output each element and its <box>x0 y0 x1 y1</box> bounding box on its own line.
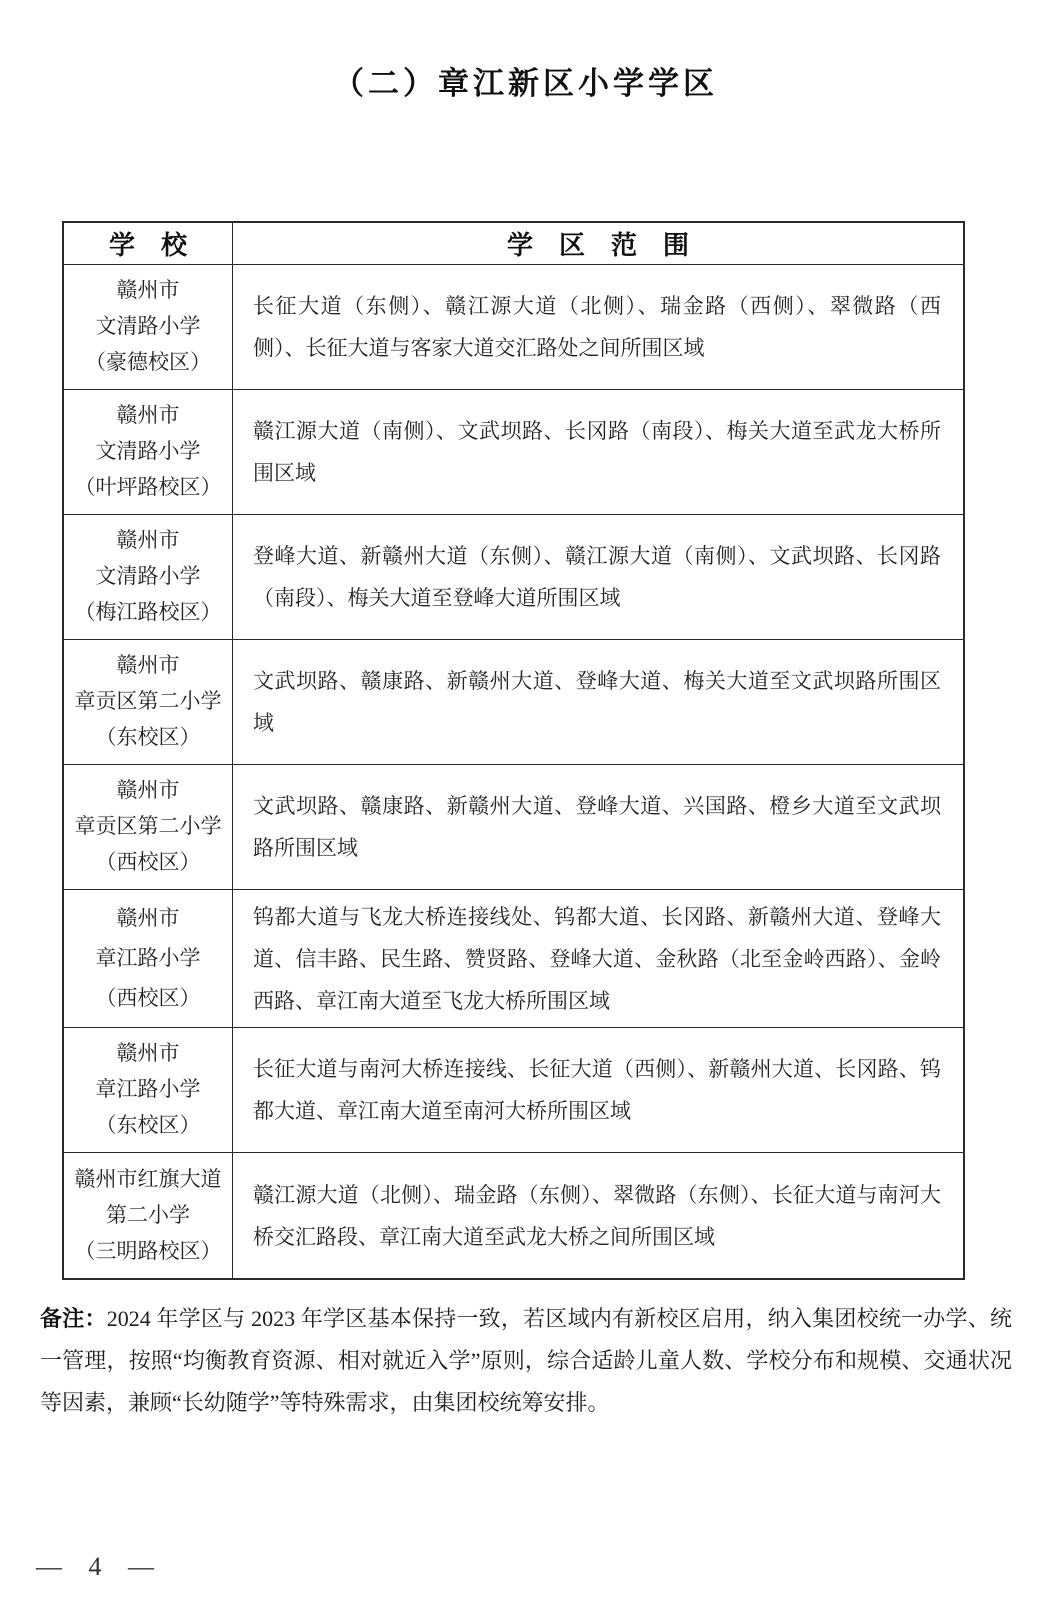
school-name-line: 赣州市 <box>116 778 180 803</box>
school-cell <box>64 1028 233 1152</box>
page-title: （二）章江新区小学学区 <box>333 66 718 101</box>
table-row <box>64 1153 963 1278</box>
school-campus-line: （三明路校区） <box>74 1239 222 1264</box>
school-name-line: 章江路小学 <box>95 1077 201 1102</box>
school-cell <box>64 640 233 764</box>
remark-paragraph <box>40 1298 1012 1424</box>
school-name-line: 章江路小学 <box>95 945 201 970</box>
school-name-line: 第二小学 <box>106 1202 190 1227</box>
district-range-text: 赣江源大道（南侧）、文武坝路、长冈路（南段）、梅关大道至武龙大桥所围区域 <box>253 419 941 485</box>
school-name-line: 章贡区第二小学 <box>74 689 222 714</box>
district-range-cell <box>233 1153 963 1278</box>
table-row <box>64 515 963 640</box>
school-campus-line: （西校区） <box>95 850 201 875</box>
district-range-cell <box>233 765 963 889</box>
school-name-line: 赣州市 <box>116 905 180 930</box>
remark-label: 备注： <box>40 1306 107 1331</box>
district-range-cell <box>233 640 963 764</box>
school-campus-line: （梅江路校区） <box>74 600 222 625</box>
district-range-text: 文武坝路、赣康路、新赣州大道、登峰大道、梅关大道至文武坝路所围区域 <box>253 669 941 735</box>
school-name-line: 赣州市 <box>116 528 180 553</box>
page-number: — 4 — <box>36 1552 164 1581</box>
table-header-row <box>64 223 963 265</box>
school-campus-line: （豪德校区） <box>85 350 211 375</box>
header-district-range: 学 区 范 围 <box>506 231 689 260</box>
table-row <box>64 265 963 390</box>
school-campus-line: （叶坪路校区） <box>74 475 222 500</box>
school-campus-line: （东校区） <box>95 725 201 750</box>
school-cell <box>64 515 233 639</box>
school-cell <box>64 265 233 389</box>
district-range-cell <box>233 515 963 639</box>
school-cell <box>64 890 233 1027</box>
table-row <box>64 1028 963 1153</box>
table-row <box>64 390 963 515</box>
table-row <box>64 765 963 890</box>
school-name-line: 文清路小学 <box>95 314 201 339</box>
school-name-line: 文清路小学 <box>95 564 201 589</box>
district-range-cell <box>233 390 963 514</box>
district-range-text: 长征大道（东侧）、赣江源大道（北侧）、瑞金路（西侧）、翠微路（西侧）、长征大道与客家大道交汇路处之间所围区域 <box>253 294 941 360</box>
school-name-line: 赣州市 <box>116 403 180 428</box>
district-range-text: 长征大道与南河大桥连接线、长征大道（西侧）、新赣州大道、长冈路、钨都大道、章江南大道至南河大桥所围区域 <box>253 1057 941 1123</box>
school-name-line: 章贡区第二小学 <box>74 814 222 839</box>
district-range-text: 登峰大道、新赣州大道（东侧）、赣江源大道（南侧）、文武坝路、长冈路（南段）、梅关大道至登峰大道所围区域 <box>253 544 941 610</box>
district-range-text: 文武坝路、赣康路、新赣州大道、登峰大道、兴国路、橙乡大道至文武坝路所围区域 <box>253 794 941 860</box>
document-page <box>0 58 1051 1620</box>
school-district-table <box>62 221 965 1280</box>
school-campus-line: （东校区） <box>95 1113 201 1138</box>
remark-text: 2024 年学区与 2023 年学区基本保持一致，若区域内有新校区启用，纳入集团校统一办学、统一管理，按照“均衡教育资源、相对就近入学”原则，综合适龄儿童人数、学校分布和规模、交通状况等因素，兼顾“长幼随学”等特殊需求，由集团校统筹安排。 <box>40 1306 1012 1415</box>
school-cell <box>64 390 233 514</box>
school-name-line: 赣州市红旗大道 <box>74 1166 222 1191</box>
school-name-line: 赣州市 <box>116 278 180 303</box>
school-name-line: 赣州市 <box>116 1041 180 1066</box>
school-cell <box>64 1153 233 1278</box>
district-range-cell <box>233 265 963 389</box>
header-school: 学 校 <box>64 223 233 264</box>
school-campus-line: （西校区） <box>95 986 201 1011</box>
school-name-line: 赣州市 <box>116 653 180 678</box>
table-row <box>64 640 963 765</box>
district-range-text: 赣江源大道（北侧）、瑞金路（东侧）、翠微路（东侧）、长征大道与南河大桥交汇路段、章江南大道至武龙大桥之间所围区域 <box>253 1182 941 1249</box>
table-row <box>64 890 963 1028</box>
school-name-line: 文清路小学 <box>95 439 201 464</box>
district-range-cell <box>233 1028 963 1152</box>
district-range-cell <box>233 890 963 1027</box>
school-cell <box>64 765 233 889</box>
district-range-text: 钨都大道与飞龙大桥连接线处、钨都大道、长冈路、新赣州大道、登峰大道、信丰路、民生路、赞贤路、登峰大道、金秋路（北至金岭西路）、金岭西路、章江南大道至飞龙大桥所围区域 <box>253 904 941 1013</box>
